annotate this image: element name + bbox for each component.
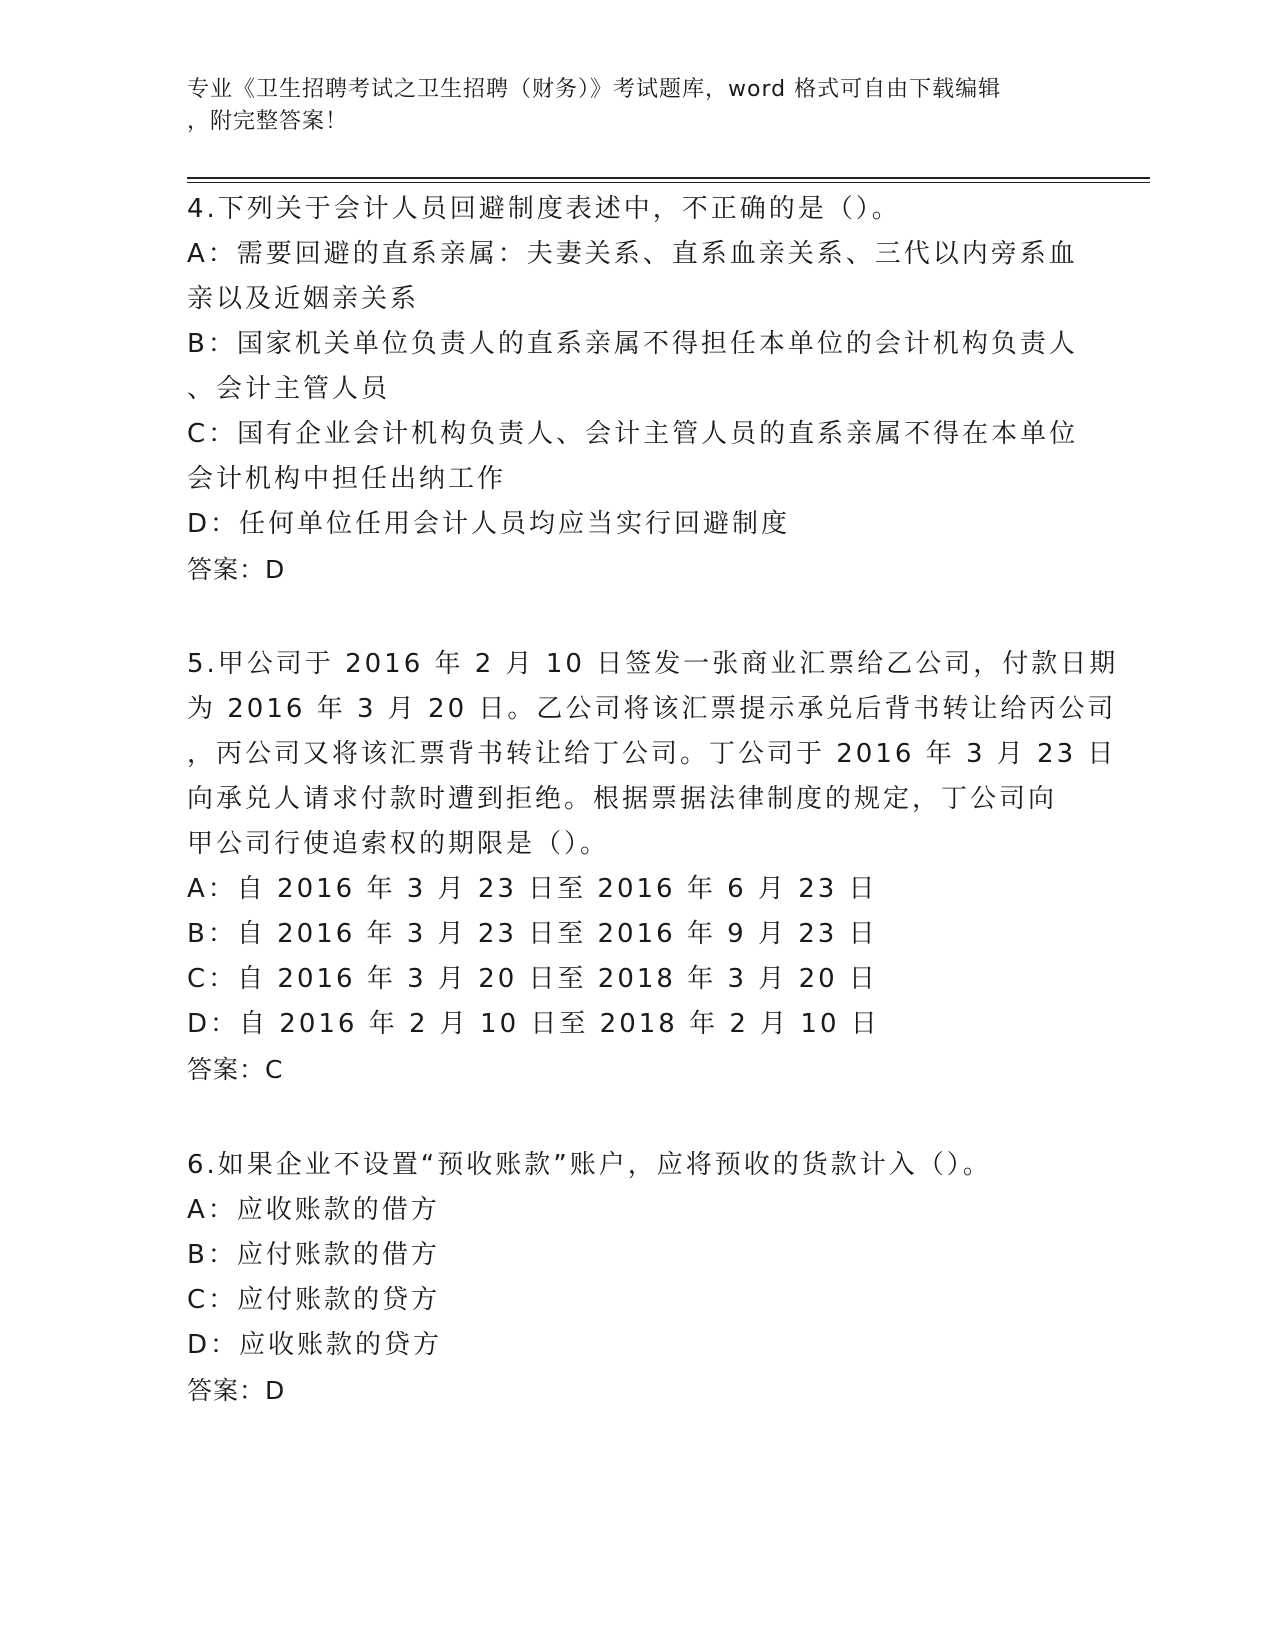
header-divider-thin	[187, 182, 1150, 183]
question-stem: 5.甲公司于 2016 年 2 月 10 日签发一张商业汇票给乙公司，付款日期	[187, 649, 1119, 679]
header-line-1: 专业《卫生招聘考试之卫生招聘（财务）》考试题库，word 格式可自由下载编辑	[187, 77, 1002, 102]
option-a-cont: 亲以及近姻亲关系	[187, 284, 420, 314]
question-stem: ，丙公司又将该汇票背书转让给丁公司。丁公司于 2016 年 3 月 23 日	[187, 739, 1117, 769]
option-d: D：自 2016 年 2 月 10 日至 2018 年 2 月 10 日	[187, 1009, 880, 1039]
question-6	[187, 1143, 1087, 1413]
option-a: A：自 2016 年 3 月 23 日至 2016 年 6 月 23 日	[187, 874, 878, 904]
option-d: D：任何单位任用会计人员均应当实行回避制度	[187, 509, 791, 539]
answer: 答案：D	[187, 555, 286, 584]
option-c: C：应付账款的贷方	[187, 1285, 441, 1315]
question-stem: 为 2016 年 3 月 20 日。乙公司将该汇票提示承兑后背书转让给丙公司	[187, 694, 1117, 724]
question-4	[187, 187, 1087, 592]
option-c: C：自 2016 年 3 月 20 日至 2018 年 3 月 20 日	[187, 964, 878, 994]
option-d: D：应收账款的贷方	[187, 1330, 443, 1360]
option-b: B：自 2016 年 3 月 23 日至 2016 年 9 月 23 日	[187, 919, 878, 949]
option-b: B：应付账款的借方	[187, 1240, 440, 1270]
question-5	[187, 642, 1119, 1092]
option-b: B：国家机关单位负责人的直系亲属不得担任本单位的会计机构负责人	[187, 329, 1078, 359]
question-stem: 向承兑人请求付款时遭到拒绝。根据票据法律制度的规定，丁公司向	[187, 784, 1058, 814]
option-c-cont: 会计机构中担任出纳工作	[187, 464, 507, 494]
answer: 答案：D	[187, 1376, 286, 1405]
answer: 答案：C	[187, 1055, 284, 1084]
option-a: A：应收账款的借方	[187, 1195, 440, 1225]
question-stem: 6.如果企业不设置“预收账款”账户，应将预收的货款计入（）。	[187, 1150, 992, 1180]
option-a: A：需要回避的直系亲属：夫妻关系、直系血亲关系、三代以内旁系血	[187, 239, 1078, 269]
question-stem: 4.下列关于会计人员回避制度表述中，不正确的是（）。	[187, 194, 901, 224]
document-header	[187, 74, 1067, 138]
question-stem: 甲公司行使追索权的期限是（）。	[187, 829, 610, 859]
header-divider-thick	[187, 177, 1150, 179]
option-b-cont: 、会计主管人员	[187, 374, 391, 404]
header-line-2: ，附完整答案！	[187, 109, 349, 134]
option-c: C：国有企业会计机构负责人、会计主管人员的直系亲属不得在本单位	[187, 419, 1079, 449]
